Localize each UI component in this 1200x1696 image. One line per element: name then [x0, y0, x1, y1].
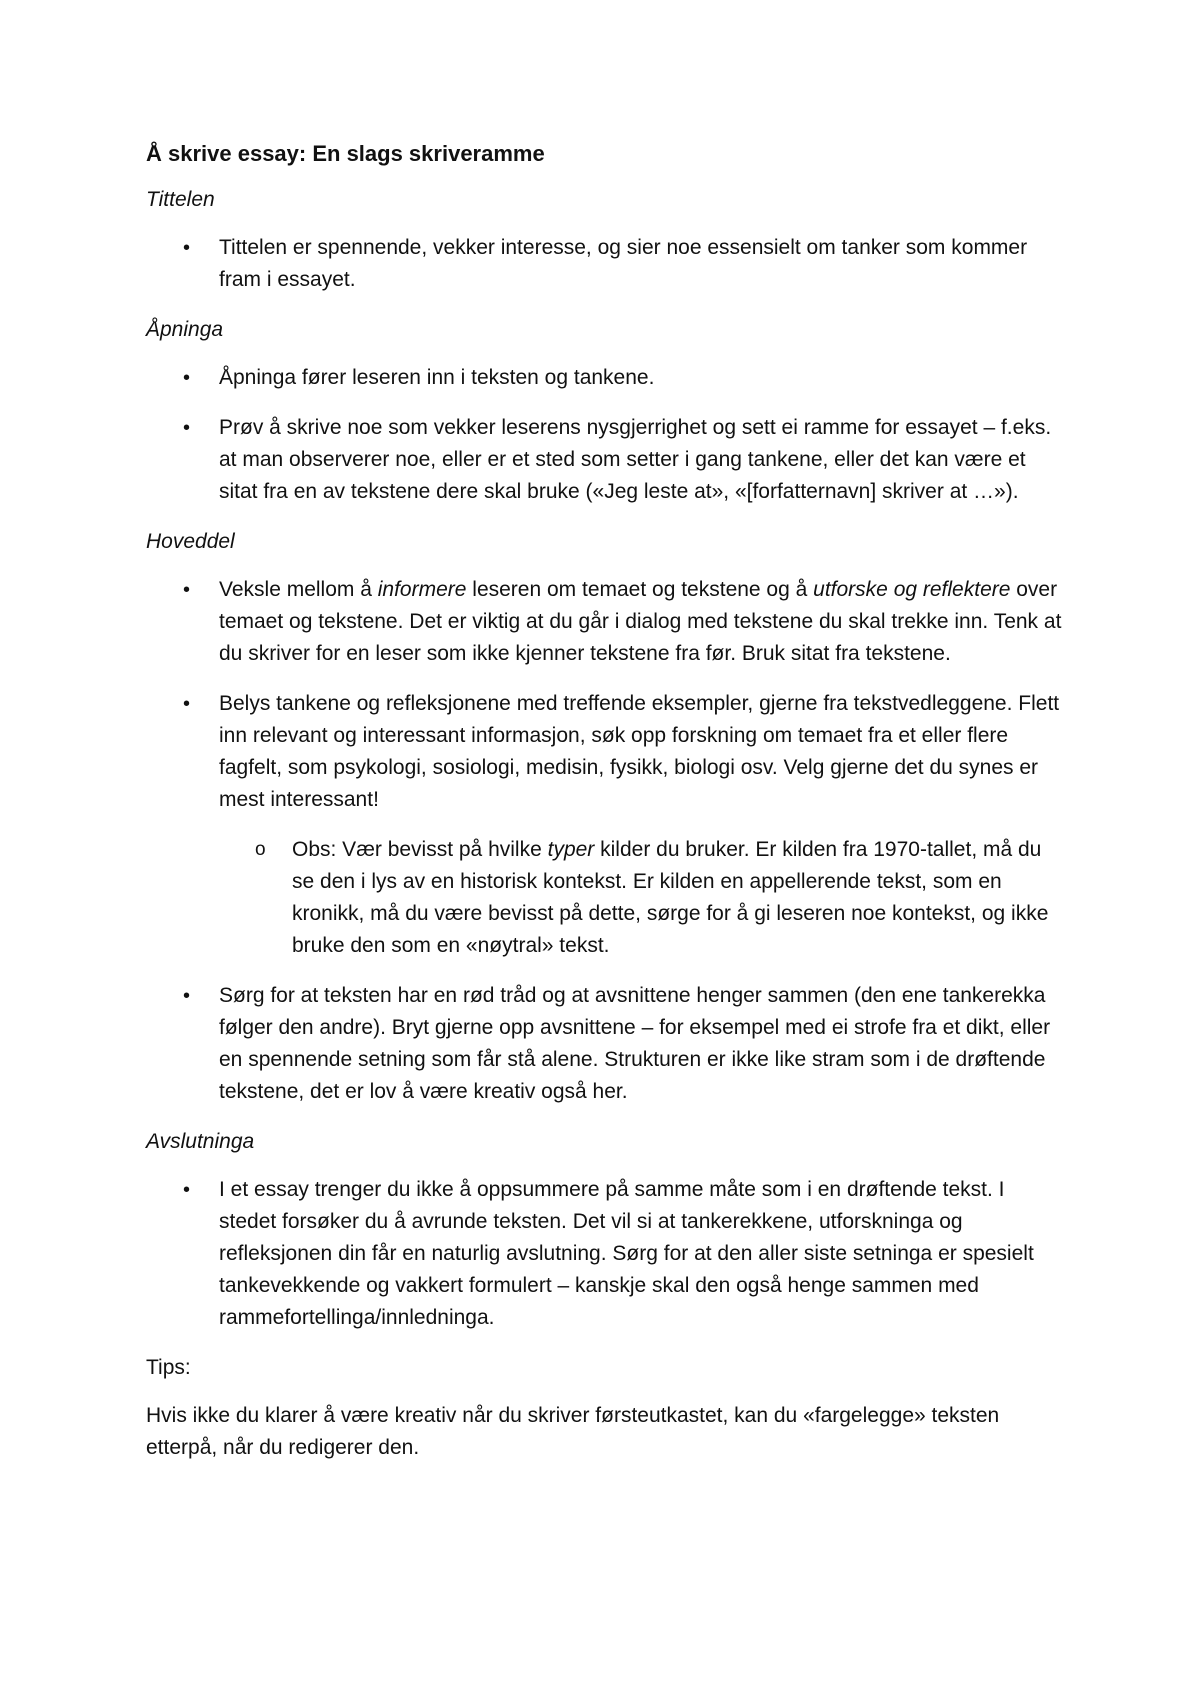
list-item	[146, 362, 1066, 394]
section-heading-apninga: Åpninga	[146, 318, 224, 341]
bullet-icon: •	[183, 693, 191, 715]
emphasis-text: typer	[547, 838, 595, 861]
bullet-icon: •	[183, 985, 191, 1007]
list-item-text	[219, 578, 1061, 665]
list-item-text: Sørg for at teksten har en rød tråd og at avsnittene henger sammen (den ene tankerekka følger den andre). Bryt gjerne opp avsnittene – for eksempel med ei strofe fra et dikt, eller en spennende setning som får stå alene. Strukturen er ikke like stram som i de drøftende tekstene, det er lov å være kreativ også her.	[219, 984, 1051, 1103]
avslutninga-list	[146, 1174, 1066, 1334]
document-page	[146, 138, 1066, 1464]
list-item-text: Tittelen er spennende, vekker interesse, og sier noe essensielt om tanker som kommer fram i essayet.	[219, 236, 1028, 291]
list-item	[146, 688, 1066, 962]
sub-bullet-icon: o	[255, 839, 266, 860]
tips-label: Tips:	[146, 1356, 191, 1379]
sub-list	[219, 834, 1066, 962]
sub-list-item-text	[292, 838, 1048, 957]
list-item-text: Belys tankene og refleksjonene med treffende eksempler, gjerne fra tekstvedleggene. Flett inn relevant og interessant informasjon, søk opp forskning om temaet fra et eller flere fagfelt, som psykologi, sosiologi, medisin, fysikk, biologi osv. Velg gjerne det du synes er mest interessant!	[219, 692, 1060, 811]
emphasis-text: utforske og reflektere	[813, 578, 1011, 601]
list-item-text: I et essay trenger du ikke å oppsummere på samme måte som i en drøftende tekst. I stedet forsøker du å avrunde teksten. Det vil si at tankerekkene, utforskninga og refleksjonen din får en naturlig avslutning. Sørg for at den aller siste setninga er spesielt tankevekkende og vakkert formulert – kanskje skal den også henge sammen med rammefortellinga/innledninga.	[219, 1178, 1034, 1329]
tips-text: Hvis ikke du klarer å være kreativ når du skriver førsteutkastet, kan du «fargelegge» teksten etterpå, når du redigerer den.	[146, 1404, 1000, 1459]
text-run: over temaet og tekstene. Det er viktig at du går i dialog med tekstene du skal trekke inn. Tenk at du skriver for en leser som ikke kjenner tekstene fra før. Bruk sitat fra tekstene.	[219, 578, 1062, 665]
bullet-icon: •	[183, 367, 191, 389]
list-item-text: Åpninga fører leseren inn i teksten og tankene.	[219, 366, 655, 389]
bullet-icon: •	[183, 1179, 191, 1201]
emphasis-text: informere	[377, 578, 467, 601]
list-item-text: Prøv å skrive noe som vekker leserens nysgjerrighet og sett ei ramme for essayet – f.eks. at man observerer noe, eller er et sted som setter i gang tankene, eller det kan være et sitat fra en av tekstene dere skal bruke («Jeg leste at», «[forfatternavn] skriver at …»).	[219, 416, 1052, 503]
bullet-icon: •	[183, 579, 191, 601]
list-item	[146, 574, 1066, 670]
section-heading-hoveddel: Hoveddel	[146, 530, 235, 553]
sub-list-item	[219, 834, 1066, 962]
section-heading-tittelen: Tittelen	[146, 188, 215, 211]
section-heading-avslutninga: Avslutninga	[146, 1130, 255, 1153]
bullet-icon: •	[183, 237, 191, 259]
list-item	[146, 1174, 1066, 1334]
list-item	[146, 232, 1066, 296]
list-item	[146, 412, 1066, 508]
document-title: Å skrive essay: En slags skriveramme	[146, 141, 545, 166]
text-run: kilder du bruker. Er kilden fra 1970-tallet, må du se den i lys av en historisk kontekst. Er kilden en appellerende tekst, som en kronikk, må du være bevisst på dette, sørge for å gi leseren noe kontekst, og ikke bruke den som en «nøytral» tekst.	[292, 838, 1049, 957]
list-item	[146, 980, 1066, 1108]
tittelen-list	[146, 232, 1066, 296]
text-run: Veksle mellom å	[219, 578, 378, 601]
text-run: Obs: Vær bevisst på hvilke	[292, 838, 548, 861]
bullet-icon: •	[183, 417, 191, 439]
text-run: leseren om temaet og tekstene og å	[466, 578, 814, 601]
hoveddel-list	[146, 574, 1066, 1108]
apninga-list	[146, 362, 1066, 508]
